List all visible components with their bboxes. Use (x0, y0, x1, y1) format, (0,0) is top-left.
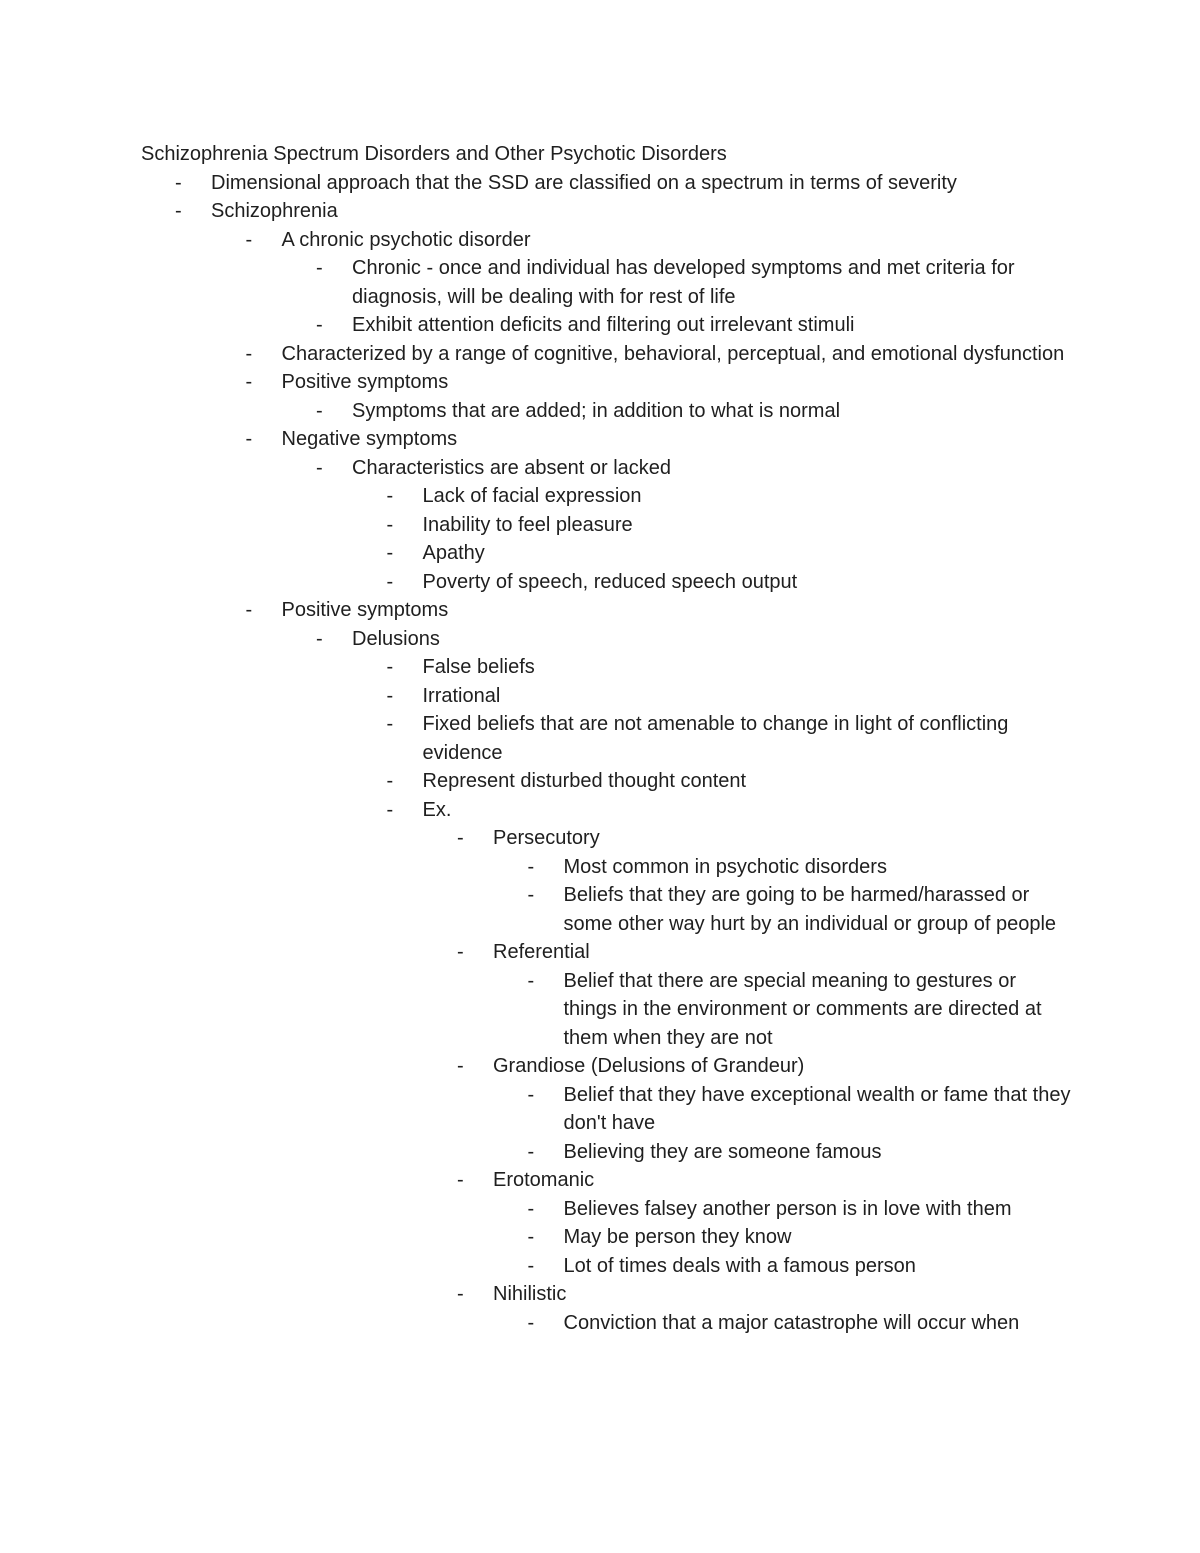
outline-item-text: May be person they know (563, 1226, 792, 1248)
bullet-dash: - (386, 770, 394, 792)
outline-item (141, 397, 1071, 426)
bullet-dash: - (386, 570, 394, 593)
outline-item (141, 311, 1071, 340)
outline-item (141, 767, 1071, 796)
bullet-dash: - (386, 684, 394, 707)
bullet-dash: - (527, 1254, 535, 1277)
outline-item-text: Inability to feel pleasure (422, 513, 633, 536)
outline-item-text: Beliefs that they are going to be harmed/harassed or some other way hurt by an individual or group of people (563, 884, 1057, 935)
outline-item-text: Believing they are someone famous (563, 1140, 882, 1163)
outline-item (141, 368, 1071, 397)
outline-item (141, 1309, 1071, 1338)
outline-item-text: Positive symptoms (281, 371, 449, 393)
outline-item-text: Positive symptoms (281, 599, 449, 621)
outline-item (141, 1223, 1071, 1252)
bullet-dash: - (457, 827, 464, 849)
outline-item-text: A chronic psychotic disorder (281, 228, 531, 251)
outline-item (141, 1166, 1071, 1195)
outline-item (141, 568, 1071, 597)
bullet-dash: - (316, 627, 323, 650)
outline-item-text: Represent disturbed thought content (422, 770, 747, 792)
outline-item-text: Apathy (422, 542, 485, 564)
bullet-dash: - (386, 656, 394, 678)
bullet-dash: - (245, 342, 253, 365)
outline-item (141, 511, 1071, 540)
outline-item-text: Characterized by a range of cognitive, behavioral, perceptual, and emotional dysfunction (281, 342, 1065, 365)
outline-item-text: Belief that they have exceptional wealth or fame that they don't have (563, 1083, 1071, 1134)
bullet-dash: - (386, 798, 394, 821)
bullet-dash: - (316, 257, 323, 279)
outline-item (141, 881, 1071, 938)
bullet-dash: - (316, 314, 323, 336)
outline-item (141, 482, 1071, 511)
outline-item-text: Fixed beliefs that are not amenable to change in light of conflicting evidence (422, 713, 1009, 764)
outline-item (141, 197, 1071, 226)
bullet-dash: - (245, 371, 253, 393)
bullet-dash: - (457, 941, 464, 963)
outline-item (141, 1081, 1071, 1138)
bullet-dash: - (527, 855, 535, 878)
outline-item (141, 1252, 1071, 1281)
outline-item (141, 539, 1071, 568)
bullet-dash: - (245, 228, 253, 251)
outline-item-text: Nihilistic (493, 1283, 567, 1305)
outline-item-text: Erotomanic (493, 1169, 595, 1191)
bullet-dash: - (527, 1140, 535, 1163)
bullet-dash: - (316, 399, 323, 422)
outline-item-text: Poverty of speech, reduced speech output (422, 570, 798, 593)
outline-item-text: Chronic - once and individual has developed symptoms and met criteria for diagnosis, will be dealing with for rest of life (352, 257, 1015, 308)
bullet-dash: - (527, 1311, 535, 1334)
outline-item (141, 340, 1071, 369)
outline-item (141, 682, 1071, 711)
bullet-dash: - (527, 884, 535, 906)
outline-item (141, 1280, 1071, 1309)
outline-item (141, 938, 1071, 967)
outline-item-text: Grandiose (Delusions of Grandeur) (493, 1055, 805, 1077)
outline-item-text: Dimensional approach that the SSD are classified on a spectrum in terms of severity (211, 171, 957, 194)
outline-item-text: Belief that there are special meaning to gestures or things in the environment or comments are directed at them when they are not (563, 969, 1042, 1049)
outline-item-text: Persecutory (493, 827, 600, 849)
bullet-dash: - (175, 200, 182, 222)
outline-item-text: Symptoms that are added; in addition to what is normal (352, 399, 841, 422)
outline-item-text: Exhibit attention deficits and filtering out irrelevant stimuli (352, 314, 855, 336)
outline-item-text: Most common in psychotic disorders (563, 855, 887, 878)
outline-item (141, 254, 1071, 311)
outline-item (141, 824, 1071, 853)
bullet-dash: - (457, 1055, 464, 1077)
outline-item (141, 1052, 1071, 1081)
bullet-dash: - (386, 713, 394, 735)
bullet-dash: - (175, 171, 182, 194)
outline-item-text: Conviction that a major catastrophe will occur when (563, 1311, 1020, 1334)
outline-item-text: Referential (493, 941, 590, 963)
bullet-dash: - (245, 599, 253, 621)
outline-item (141, 596, 1071, 625)
bullet-dash: - (527, 1226, 535, 1248)
bullet-outline (141, 169, 1071, 1338)
bullet-dash: - (386, 542, 394, 564)
outline-item (141, 1195, 1071, 1224)
outline-item (141, 169, 1071, 198)
bullet-dash: - (457, 1283, 464, 1305)
document-title: Schizophrenia Spectrum Disorders and Other Psychotic Disorders (141, 143, 727, 165)
bullet-dash: - (386, 513, 394, 536)
outline-item (141, 796, 1071, 825)
bullet-dash: - (457, 1169, 464, 1191)
document-body (141, 140, 1071, 1337)
outline-item (141, 454, 1071, 483)
outline-item-text: Lack of facial expression (422, 485, 642, 507)
outline-item-text: Ex. (422, 798, 452, 821)
outline-item (141, 226, 1071, 255)
outline-item-text: Believes falsey another person is in love with them (563, 1197, 1012, 1220)
bullet-dash: - (527, 1083, 535, 1106)
outline-item-text: False beliefs (422, 656, 535, 678)
outline-item (141, 710, 1071, 767)
outline-item (141, 1138, 1071, 1167)
outline-item-text: Lot of times deals with a famous person (563, 1254, 916, 1277)
outline-item-text: Delusions (352, 627, 440, 650)
outline-item (141, 967, 1071, 1053)
bullet-dash: - (527, 1197, 535, 1220)
outline-item-text: Irrational (422, 684, 501, 707)
outline-item (141, 625, 1071, 654)
outline-item-text: Schizophrenia (211, 200, 338, 222)
bullet-dash: - (386, 485, 394, 507)
outline-item (141, 425, 1071, 454)
bullet-dash: - (245, 428, 253, 450)
bullet-dash: - (527, 969, 535, 992)
outline-item (141, 853, 1071, 882)
outline-item-text: Characteristics are absent or lacked (352, 456, 672, 479)
outline-item-text: Negative symptoms (281, 428, 458, 450)
bullet-dash: - (316, 456, 323, 479)
outline-item (141, 653, 1071, 682)
